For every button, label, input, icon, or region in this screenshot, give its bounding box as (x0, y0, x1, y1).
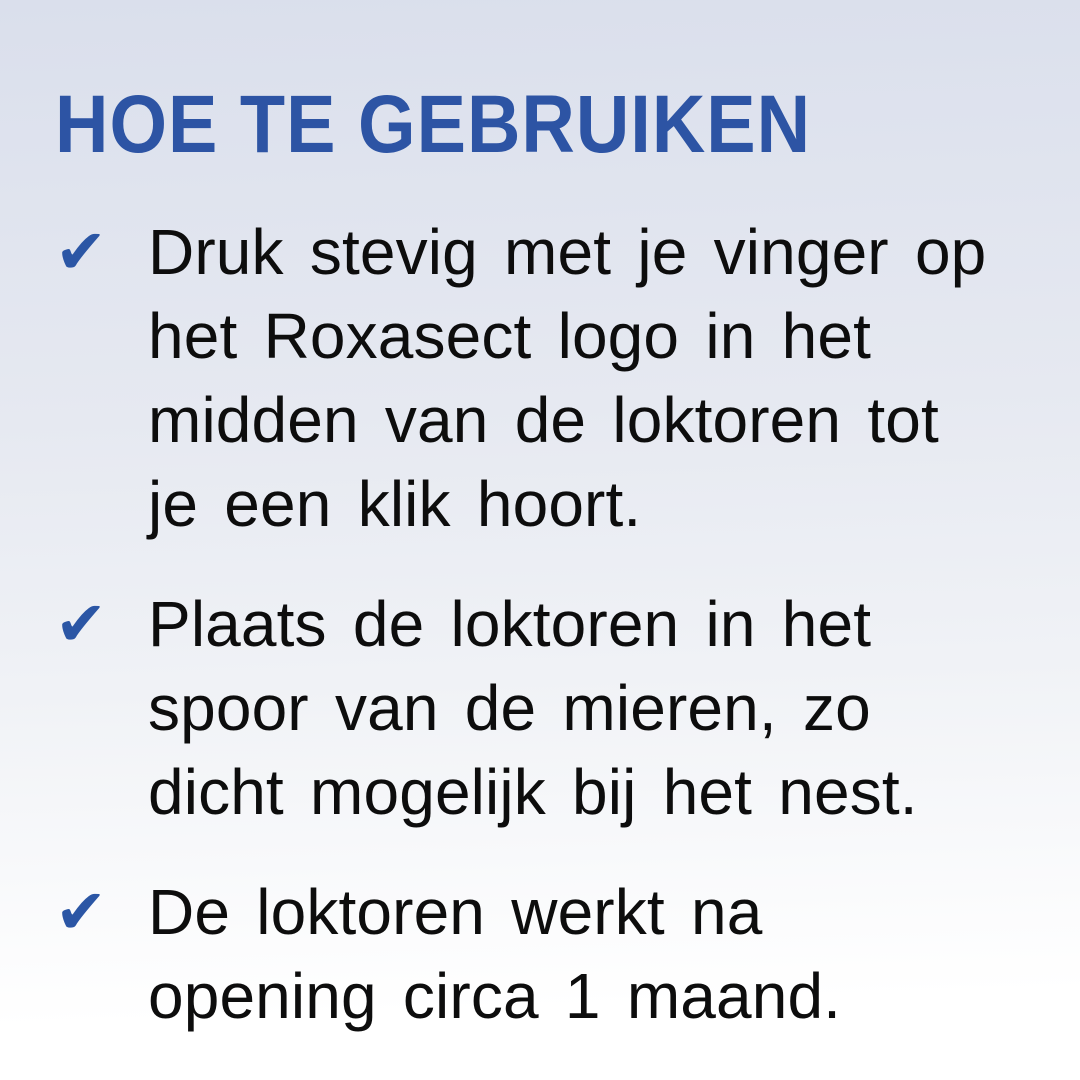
list-item (55, 870, 1040, 1038)
page-title: HOE TE GEBRUIKEN (55, 78, 812, 170)
instruction-line: Plaats de loktoren in het (148, 588, 872, 660)
instruction-list (55, 210, 1040, 1038)
list-item (55, 210, 1040, 546)
instruction-text (148, 870, 1040, 1038)
instruction-line: Druk stevig met je vinger op (148, 216, 987, 288)
instruction-line: het Roxasect logo in het (148, 300, 872, 372)
instruction-line: De loktoren werkt na (148, 876, 763, 948)
instruction-line: je een klik hoort. (148, 468, 642, 540)
check-icon: ✔ (55, 215, 107, 288)
instruction-line: dicht mogelijk bij het nest. (148, 756, 918, 828)
instruction-line: spoor van de mieren, zo (148, 672, 871, 744)
instruction-text (148, 210, 1040, 546)
instruction-line: midden van de loktoren tot (148, 384, 939, 456)
check-icon: ✔ (55, 587, 107, 660)
check-icon: ✔ (55, 875, 107, 948)
instruction-line: opening circa 1 maand. (148, 960, 842, 1032)
list-item (55, 582, 1040, 834)
instruction-text (148, 582, 1040, 834)
